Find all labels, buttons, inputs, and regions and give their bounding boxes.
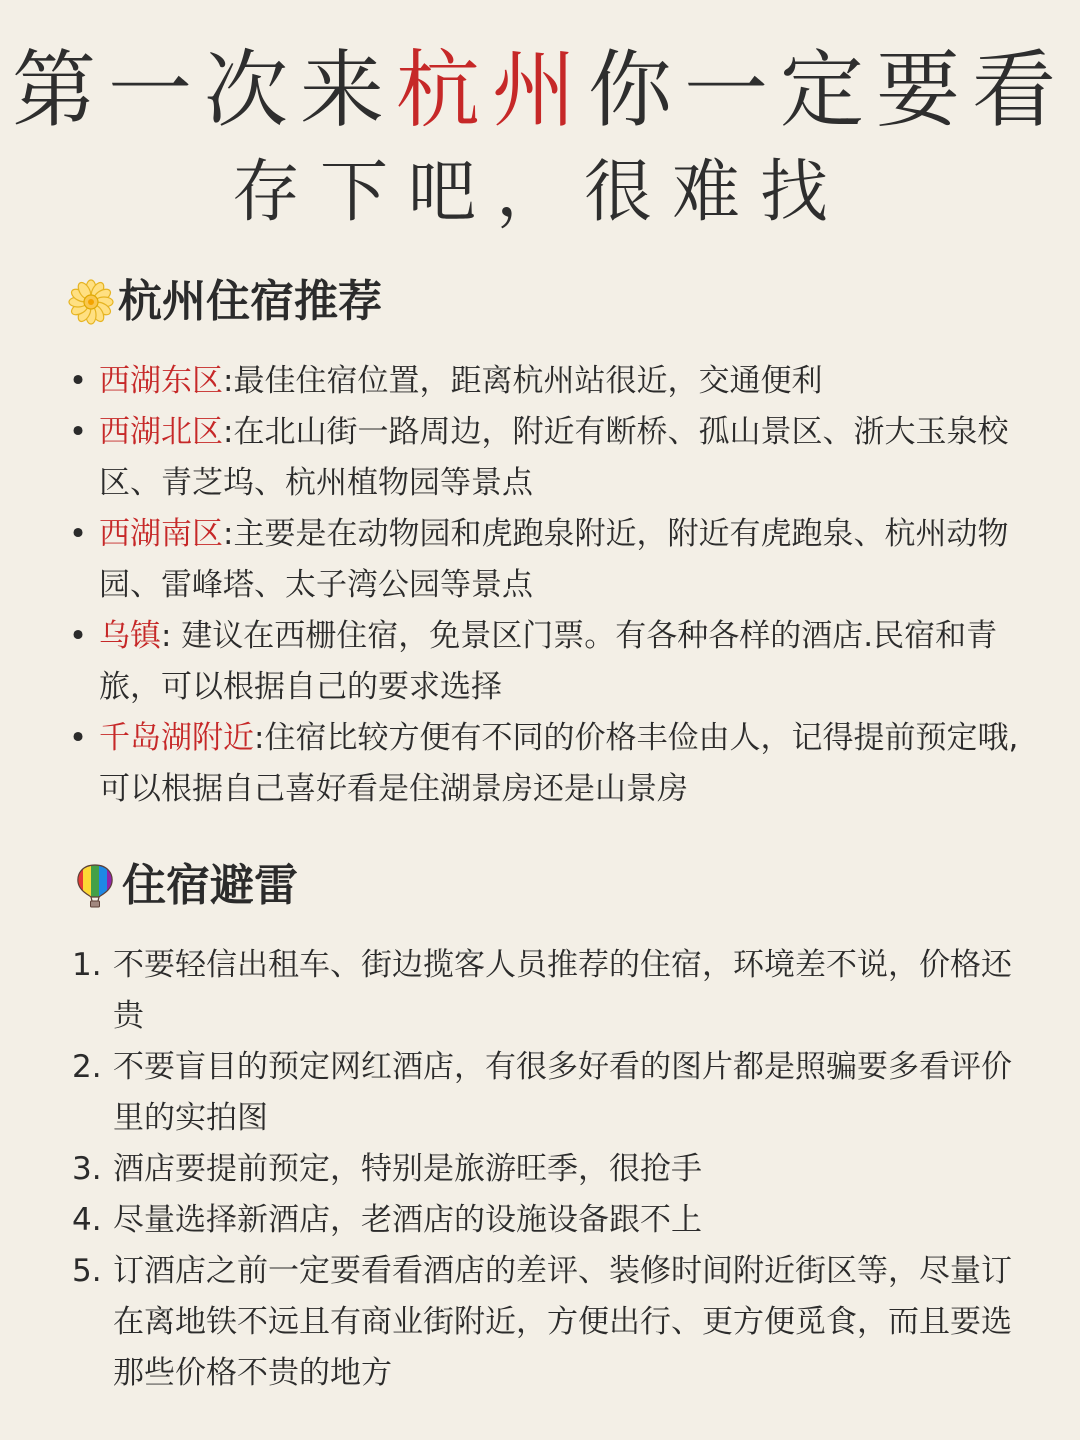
section-heading-text: 住宿避雷 <box>122 860 298 911</box>
list-item <box>72 1246 1032 1399</box>
title-highlight: 杭州 <box>395 41 588 139</box>
avoid-list <box>72 940 1032 1399</box>
title-prefix: 第一次来 <box>11 41 396 139</box>
area-description: :住宿比较方便有不同的价格丰俭由人，记得提前预定哦,可以根据自己喜好看是住湖景房还是山景房 <box>99 720 1019 807</box>
section-heading-recommend <box>68 272 382 332</box>
area-description: :最佳住宿位置，距离杭州站很近，交通便利 <box>223 363 823 399</box>
item-number: 2. <box>72 1049 102 1085</box>
item-number: 5. <box>72 1253 102 1289</box>
item-text: 不要盲目的预定网红酒店，有很多好看的图片都是照骗要多看评价里的实拍图 <box>113 1049 1012 1136</box>
item-text: 酒店要提前预定，特别是旅游旺季，很抢手 <box>113 1151 702 1187</box>
list-item <box>72 1195 1032 1246</box>
item-number: 4. <box>72 1202 102 1238</box>
area-description: :在北山街一路周边，附近有断桥、孤山景区、浙大玉泉校区、青芝坞、杭州植物园等景点 <box>99 414 1009 501</box>
area-name: 西湖南区 <box>99 516 223 552</box>
section-heading-text: 杭州住宿推荐 <box>118 276 382 327</box>
bullet-dot: • <box>68 363 88 399</box>
area-name: 千岛湖附近 <box>99 720 254 756</box>
item-number: 3. <box>72 1151 102 1187</box>
list-item <box>68 356 1028 407</box>
section-heading-avoid <box>72 856 298 916</box>
list-item <box>68 713 1028 815</box>
item-text: 订酒店之前一定要看看酒店的差评、装修时间附近街区等，尽量订在离地铁不远且有商业街附近，方便出行、更方便觅食，而且要选那些价格不贵的地方 <box>113 1253 1012 1391</box>
list-item <box>72 940 1032 1042</box>
area-name: 西湖北区 <box>99 414 223 450</box>
item-number: 1. <box>72 947 102 983</box>
page-subtitle: 存下吧，很难找 <box>231 153 848 232</box>
flower-icon <box>68 279 114 325</box>
list-item <box>72 1042 1032 1144</box>
recommend-list <box>68 356 1028 815</box>
area-description: :主要是在动物园和虎跑泉附近，附近有虎跑泉、杭州动物园、雷峰塔、太子湾公园等景点 <box>99 516 1009 603</box>
item-text: 不要轻信出租车、街边揽客人员推荐的住宿，环境差不说，价格还贵 <box>113 947 1012 1034</box>
area-name: 乌镇 <box>99 618 161 654</box>
bullet-dot: • <box>68 720 88 756</box>
hot-air-balloon-icon <box>72 863 118 909</box>
bullet-dot: • <box>68 618 88 654</box>
area-description: : 建议在西栅住宿，免景区门票。有各种各样的酒店.民宿和青旅，可以根据自己的要求选择 <box>99 618 998 705</box>
list-item <box>68 407 1028 509</box>
area-name: 西湖东区 <box>99 363 223 399</box>
list-item <box>68 509 1028 611</box>
bullet-dot: • <box>68 414 88 450</box>
page-title <box>0 40 1080 140</box>
item-text: 尽量选择新酒店，老酒店的设施设备跟不上 <box>113 1202 702 1238</box>
list-item <box>72 1144 1032 1195</box>
list-item <box>68 611 1028 713</box>
bullet-dot: • <box>68 516 88 552</box>
title-suffix: 你一定要看 <box>588 41 1069 139</box>
